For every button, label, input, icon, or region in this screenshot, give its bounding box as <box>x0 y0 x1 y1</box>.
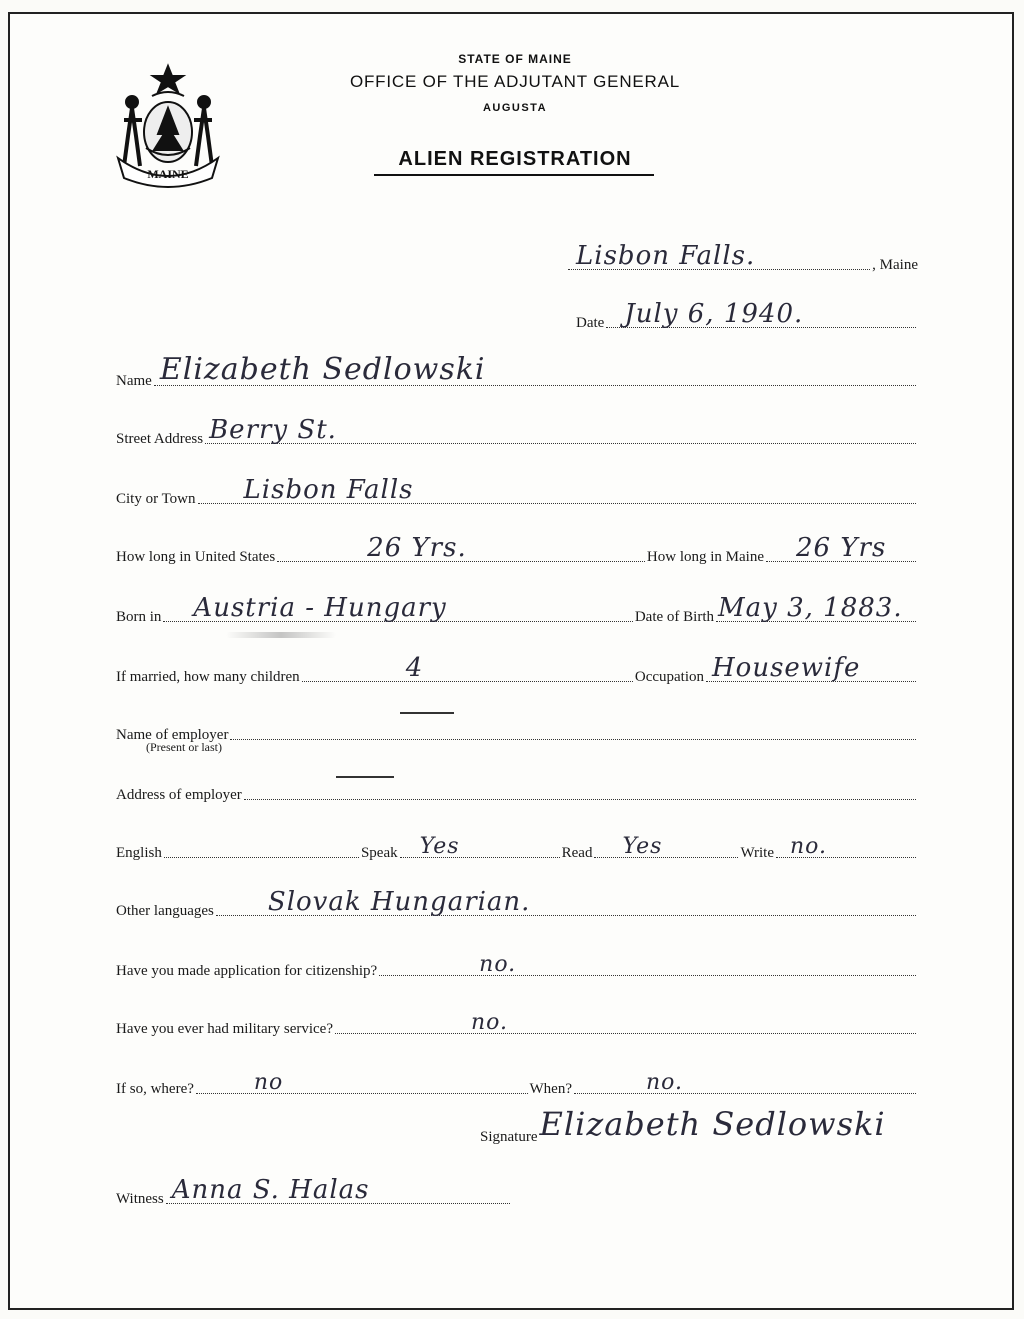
speak-field[interactable] <box>400 831 560 858</box>
seal-text: MAINE <box>147 167 189 181</box>
speak-value: Yes <box>419 834 460 859</box>
read-field[interactable] <box>594 831 738 858</box>
place-value: Lisbon Falls. <box>576 241 756 271</box>
witness-label: Witness <box>116 1191 164 1207</box>
date-value: July 6, 1940. <box>624 299 804 329</box>
witness-value: Anna S. Halas <box>171 1175 370 1205</box>
place-field[interactable] <box>568 243 870 270</box>
languages-label: Other languages <box>116 903 214 919</box>
city-label: City or Town <box>116 491 196 507</box>
military-label: Have you ever had military service? <box>116 1021 333 1037</box>
military-row <box>116 1000 918 1040</box>
street-row <box>116 410 918 450</box>
employer-address-dash <box>336 776 394 778</box>
header-office: OFFICE OF THE ADJUTANT GENERAL <box>349 72 681 91</box>
service-row <box>116 1060 918 1100</box>
employer-sublabel: (Present or last) <box>146 740 222 754</box>
street-label: Street Address <box>116 431 204 447</box>
place-suffix: , Maine <box>872 257 918 273</box>
form-title: ALIEN REGISTRATION <box>398 148 632 170</box>
citizenship-field[interactable] <box>379 949 916 976</box>
signature-row <box>480 1105 918 1148</box>
employer-dash <box>400 712 454 714</box>
read-value: Yes <box>622 834 663 859</box>
street-value: Berry St. <box>209 415 337 445</box>
witness-field[interactable] <box>166 1177 510 1204</box>
title-underline <box>374 174 654 176</box>
english-row <box>116 824 918 864</box>
name-row <box>116 352 918 392</box>
children-label: If married, how many children <box>116 669 300 685</box>
us-years-value: 26 Yrs. <box>367 533 467 563</box>
occupation-value: Housewife <box>712 653 861 683</box>
date-row <box>576 294 918 334</box>
street-field[interactable] <box>205 417 916 444</box>
city-value: Lisbon Falls <box>243 475 414 505</box>
employer-field[interactable] <box>230 713 916 740</box>
military-value: no. <box>471 1010 509 1035</box>
date-label: Date <box>576 315 605 331</box>
name-label: Name <box>116 373 152 389</box>
languages-field[interactable] <box>216 889 916 916</box>
born-label: Born in <box>116 609 162 625</box>
name-value: Elizabeth Sedlowski <box>159 352 486 387</box>
write-field[interactable] <box>776 831 916 858</box>
dob-field[interactable] <box>716 595 916 622</box>
where-field[interactable] <box>196 1067 528 1094</box>
languages-row <box>116 882 918 922</box>
born-field[interactable] <box>163 595 632 622</box>
city-row <box>116 470 918 510</box>
maine-years-label: How long in Maine <box>646 549 764 565</box>
born-value: Austria - Hungary <box>193 593 447 623</box>
maine-years-value: 26 Yrs <box>796 533 887 563</box>
signature-value: Elizabeth Sedlowski <box>539 1105 886 1143</box>
where-label: If so, where? <box>116 1081 194 1097</box>
header-state: STATE OF MAINE <box>458 52 572 66</box>
maine-years-field[interactable] <box>766 535 916 562</box>
us-years-field[interactable] <box>277 535 645 562</box>
place-row <box>566 236 918 276</box>
occupation-label: Occupation <box>634 669 704 685</box>
where-value: no <box>253 1070 284 1095</box>
citizenship-label: Have you made application for citizenship? <box>116 963 378 979</box>
write-label: Write <box>740 845 774 861</box>
english-label: English <box>116 845 162 861</box>
date-field[interactable] <box>606 301 916 328</box>
dob-label: Date of Birth <box>634 609 714 625</box>
witness-row <box>116 1170 512 1210</box>
employer-label: Name of employer <box>116 727 229 743</box>
when-value: no. <box>646 1070 684 1095</box>
signature-label: Signature <box>480 1129 538 1145</box>
when-field[interactable] <box>574 1067 916 1094</box>
military-field[interactable] <box>335 1007 916 1034</box>
residence-row <box>116 528 918 568</box>
maine-state-seal-icon <box>112 62 224 190</box>
occupation-field[interactable] <box>706 655 916 682</box>
speak-label: Speak <box>360 845 398 861</box>
write-value: no. <box>790 834 828 859</box>
signature-field[interactable] <box>539 1105 917 1143</box>
read-label: Read <box>561 845 593 861</box>
name-field[interactable] <box>154 352 916 387</box>
us-years-label: How long in United States <box>116 549 276 565</box>
header-city: AUGUSTA <box>482 102 548 114</box>
when-label: When? <box>529 1081 572 1097</box>
employer-address-label: Address of employer <box>116 787 242 803</box>
city-field[interactable] <box>198 477 916 504</box>
employer-row <box>116 706 918 746</box>
citizenship-row <box>116 942 918 982</box>
ink-smudge <box>226 632 336 638</box>
dob-value: May 3, 1883. <box>718 593 903 623</box>
employer-address-row <box>116 766 918 806</box>
english-spacer <box>164 831 359 858</box>
family-row <box>116 648 918 688</box>
children-value: 4 <box>405 653 424 683</box>
citizenship-value: no. <box>479 952 517 977</box>
children-field[interactable] <box>302 655 633 682</box>
languages-value: Slovak Hungarian. <box>267 887 531 917</box>
birth-row <box>116 588 918 628</box>
